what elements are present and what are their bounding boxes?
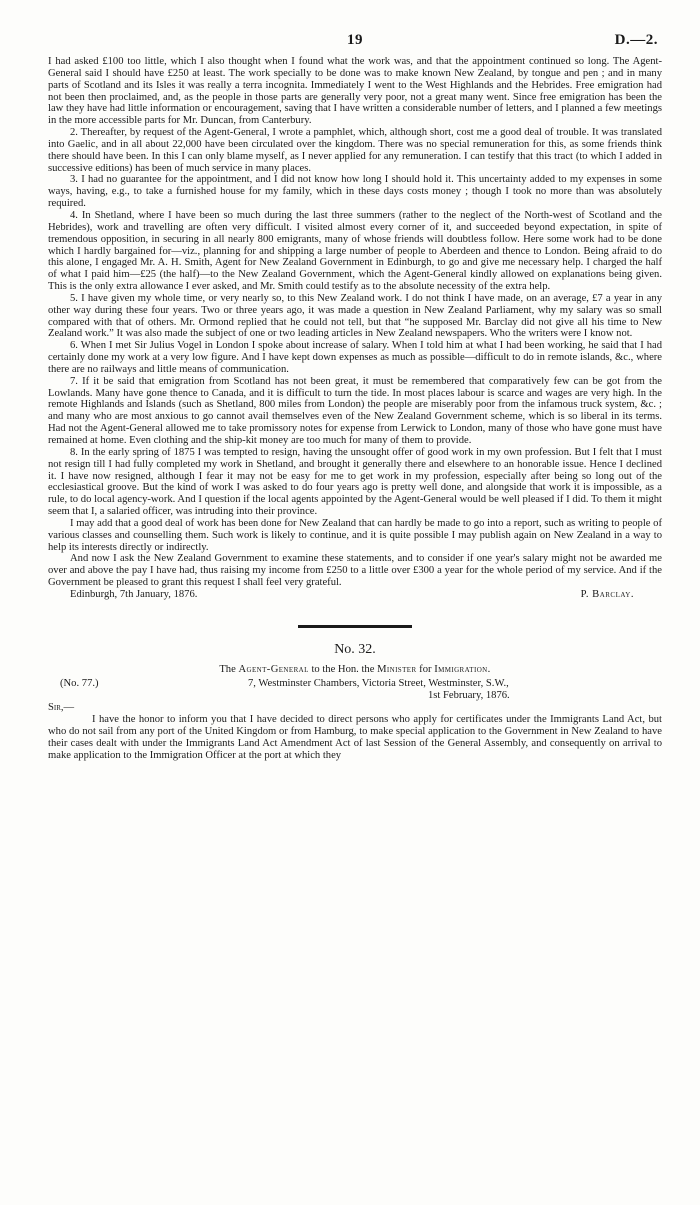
- paragraph-6: 6. When I met Sir Julius Vogel in London I spoke about increase of salary. When I told him at what I had been working, he said that I had certainly done my work at a very low figure. And I have kept down expenses as much as possible—difficult to do in remote islands, &c., where there are no railways and little means of communication.: [48, 340, 662, 375]
- sign-off-line: [48, 589, 662, 601]
- heading-to-for: for: [419, 663, 432, 675]
- paragraph-5: 5. I have given my whole time, or very nearly so, to this New Zealand work. I do not think I have made, on an average, £7 a year in any other way during these four years. Two or three years ago, it was made a question in New Zealand Parliament, why my salary was so small compared with that of others. Mr. Ormond replied that he could not tell, but that “he supposed Mr. Barclay did not give all his time to New Zealand work.” It was also made the subject of one or two leading articles in New Zealand newspapers. Who the writers were I know not.: [48, 292, 662, 340]
- heading-from: Agent-General: [238, 663, 309, 675]
- heading-to-prefix: to the Hon. the: [311, 663, 375, 675]
- section-number: No. 32.: [334, 641, 376, 657]
- letter-address: 7, Westminster Chambers, Victoria Street, Westminster, S.W.,: [248, 677, 509, 689]
- paragraph-7: 7. If it be said that emigration from Scotland has not been great, it must be remembered that comparatively few can be got from the Lowlands. Many have gone thence to Canada, and it is difficult to turn the tide. In most places labour is scarce and wages are very high. In the remote Highlands and Islands (such as Shetland, 800 miles from London) the people are miserably poor from the infamous truck system, &c. ; and many who are most anxious to go cannot avail themselves even of the New Zealand Government scheme, which is so liberal in its terms. Had not the Agent-General allowed me to take promissory notes for expense from Lerwick to London, many of those who have gone must have remained at home. Even clothing and the ship-kit money are too much for many of them to provide.: [48, 375, 662, 446]
- signature: P. Barclay.: [580, 588, 634, 600]
- paragraph-intro: I had asked £100 too little, which I also thought when I found what the work was, and that the appointment continued so long. The Agent-General said I should have £250 at least. The work specially to be done was to make known New Zealand, by tongue and pen ; and in many parts of Scotland and its Isles it was really a terra incognita. Immediately I went to the West Highlands and the Hebrides. Free emigration had not been then proclaimed, and, as the people in those parts are generally very poor, not a great many went. Since free emigration has been the law they have had little information or encouragement, saving that I have written a considerable number of letters, and I planned a few meetings in the more accessible parts for Mr. Duncan, from Canterbury.: [48, 56, 662, 127]
- section-divider: [298, 625, 412, 628]
- letter-body: [48, 56, 662, 589]
- section-heading: [48, 664, 662, 676]
- heading-from-prefix: The: [219, 663, 236, 675]
- letter-32-body: I have the honor to inform you that I have decided to direct persons who apply for certificates under the Immigrants Land Act, but who do not sail from any port of the United Kingdom or from Hamburg, to make special application to the Government in New Zealand to have their cases dealt with under the Immigrants Land Act Amendment Act of last Session of the General Assembly, and consequently on arrival to make application to the Immigration Officer at the port at which they: [48, 713, 662, 761]
- paragraph-2: 2. Thereafter, by request of the Agent-General, I wrote a pamphlet, which, although short, cost me a good deal of trouble. It was translated into Gaelic, and in all about 22,000 have been circulated over the kingdom. There was no special remuneration for this, as some friends think there should have been. In this I can only blame myself, as I never applied for any remuneration. I can testify that this tract (to which I added in successive editions) has been of much service in many places.: [48, 127, 662, 174]
- page-number: 19: [347, 32, 363, 48]
- heading-to-title: Minister: [377, 663, 417, 675]
- letter-meta: [48, 678, 662, 714]
- document-reference: D.—2.: [614, 32, 658, 48]
- letter-number: (No. 77.): [60, 677, 99, 689]
- heading-to-office: Immigration.: [434, 663, 491, 675]
- paragraph-3: 3. I had no guarantee for the appointment, and I did not know how long I should hold it. This uncertainty added to my expenses in some ways, having, e.g., to take a furnished house for my family, which in these days costs money ; though I took no more than was absolutely required.: [48, 174, 662, 210]
- paragraph-request: And now I ask the New Zealand Government to examine these statements, and to consider if one year's salary might not be awarded me over and above the pay I have had, thus raising my income from £250 to a little over £300 a year for the whole period of my service. And if the Government be pleased to grant this request I shall feel very grateful.: [48, 553, 662, 589]
- page-header: [48, 30, 662, 56]
- salutation: Sir,—: [48, 701, 75, 713]
- paragraph-4: 4. In Shetland, where I have been so much during the last three summers (rather to the neglect of the North-west of Scotland and the Hebrides), work and travelling are often very difficult. I visited almost every corner of it, and succeeded beyond expectation, in spite of tremendous opposition, in securing in all nearly 800 emigrants, many of whose friends will doubtless follow. Here some work had to be done which I hardly bargained for—viz., planning for and shipping a large number of people to Aberdeen and thence to London. Being afraid to do this alone, I engaged Mr. A. H. Smith, Agent for New Zealand Government in Edinburgh, to go and give me necessary help. I charged the half of what I paid him—£25 (the half)—to the New Zealand Government, which the Agent-General kindly allowed on explanations being given. This is the only extra allowance I ever asked, and Mr. Smith could testify as to the absolute necessity of the extra help.: [48, 209, 662, 293]
- place-date: Edinburgh, 7th January, 1876.: [70, 588, 198, 600]
- paragraph-additional-work: I may add that a good deal of work has been done for New Zealand that can hardly be made to go into a report, such as writing to people of various classes and counselling them. Such work is likely to continue, and it is quite possible I may publish again on New Zealand in a way to help its interests directly or indirectly.: [48, 517, 662, 553]
- letter-date: 1st February, 1876.: [428, 689, 510, 701]
- paragraph-8: 8. In the early spring of 1875 I was tempted to resign, having the unsought offer of good work in my own profession. But I felt that I must not resign till I had fully completed my work in Shetland, and brought it generally there and elsewhere to an honorable issue. Hence I declined it. I have now resigned, although I fear it may not be easy for me to get work in my profession, especially after being so long out of the ecclesiastical groove. But the kind of work I was asked to do four years ago is pretty well done, and alongside that work it is impossible, as a rule, to do local agency-work. And I question if the local agents appointed by the Agent-General would be well pleased if I did. To them it might seem that I, a salaried officer, was intruding into their province.: [48, 446, 662, 518]
